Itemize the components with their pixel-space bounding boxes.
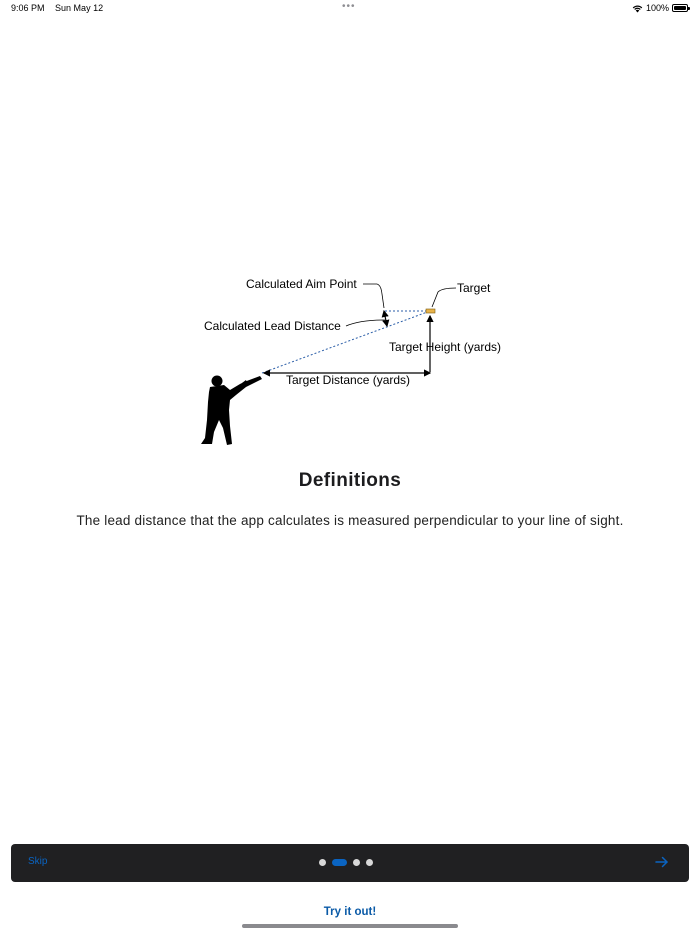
status-date: Sun May 12 [55, 3, 104, 13]
onboarding-nav-bar [11, 844, 689, 882]
label-target-distance: Target Distance (yards) [286, 373, 411, 387]
page-dot-1[interactable] [319, 859, 326, 866]
page-dot-2[interactable] [332, 859, 347, 866]
battery-icon [672, 4, 688, 12]
page-description: The lead distance that the app calculates is measured perpendicular to your line of sight. [76, 513, 624, 528]
next-button[interactable] [654, 854, 670, 870]
status-right [632, 3, 688, 13]
lead-distance-arrow [384, 311, 387, 326]
multitasking-dots-icon[interactable]: ••• [342, 1, 356, 12]
arrow-right-icon [656, 858, 667, 867]
page-title: Definitions [298, 470, 402, 491]
page-dot-4[interactable] [366, 859, 373, 866]
status-bar [0, 0, 700, 18]
label-target-height: Target Height (yards) [389, 340, 502, 354]
label-target: Target [457, 281, 491, 295]
page-dot-3[interactable] [353, 859, 360, 866]
status-left [11, 3, 111, 13]
aim-point-leader [363, 284, 384, 308]
home-indicator[interactable] [242, 924, 458, 928]
target-marker-icon [426, 309, 435, 313]
shooter-silhouette-icon [201, 376, 262, 446]
try-it-out-button[interactable]: Try it out! [323, 906, 377, 918]
battery-percent: 100% [645, 3, 669, 13]
skip-button[interactable]: Skip [28, 856, 48, 867]
page-indicator[interactable] [319, 859, 373, 866]
lead-diagram-svg [180, 260, 520, 460]
label-aim-point: Calculated Aim Point [246, 277, 357, 291]
lead-distance-leader [346, 320, 385, 326]
status-time: 9:06 PM [11, 3, 45, 13]
target-leader [432, 288, 456, 307]
wifi-icon [632, 4, 643, 13]
label-lead-distance: Calculated Lead Distance [204, 319, 341, 333]
lead-diagram [180, 260, 520, 460]
